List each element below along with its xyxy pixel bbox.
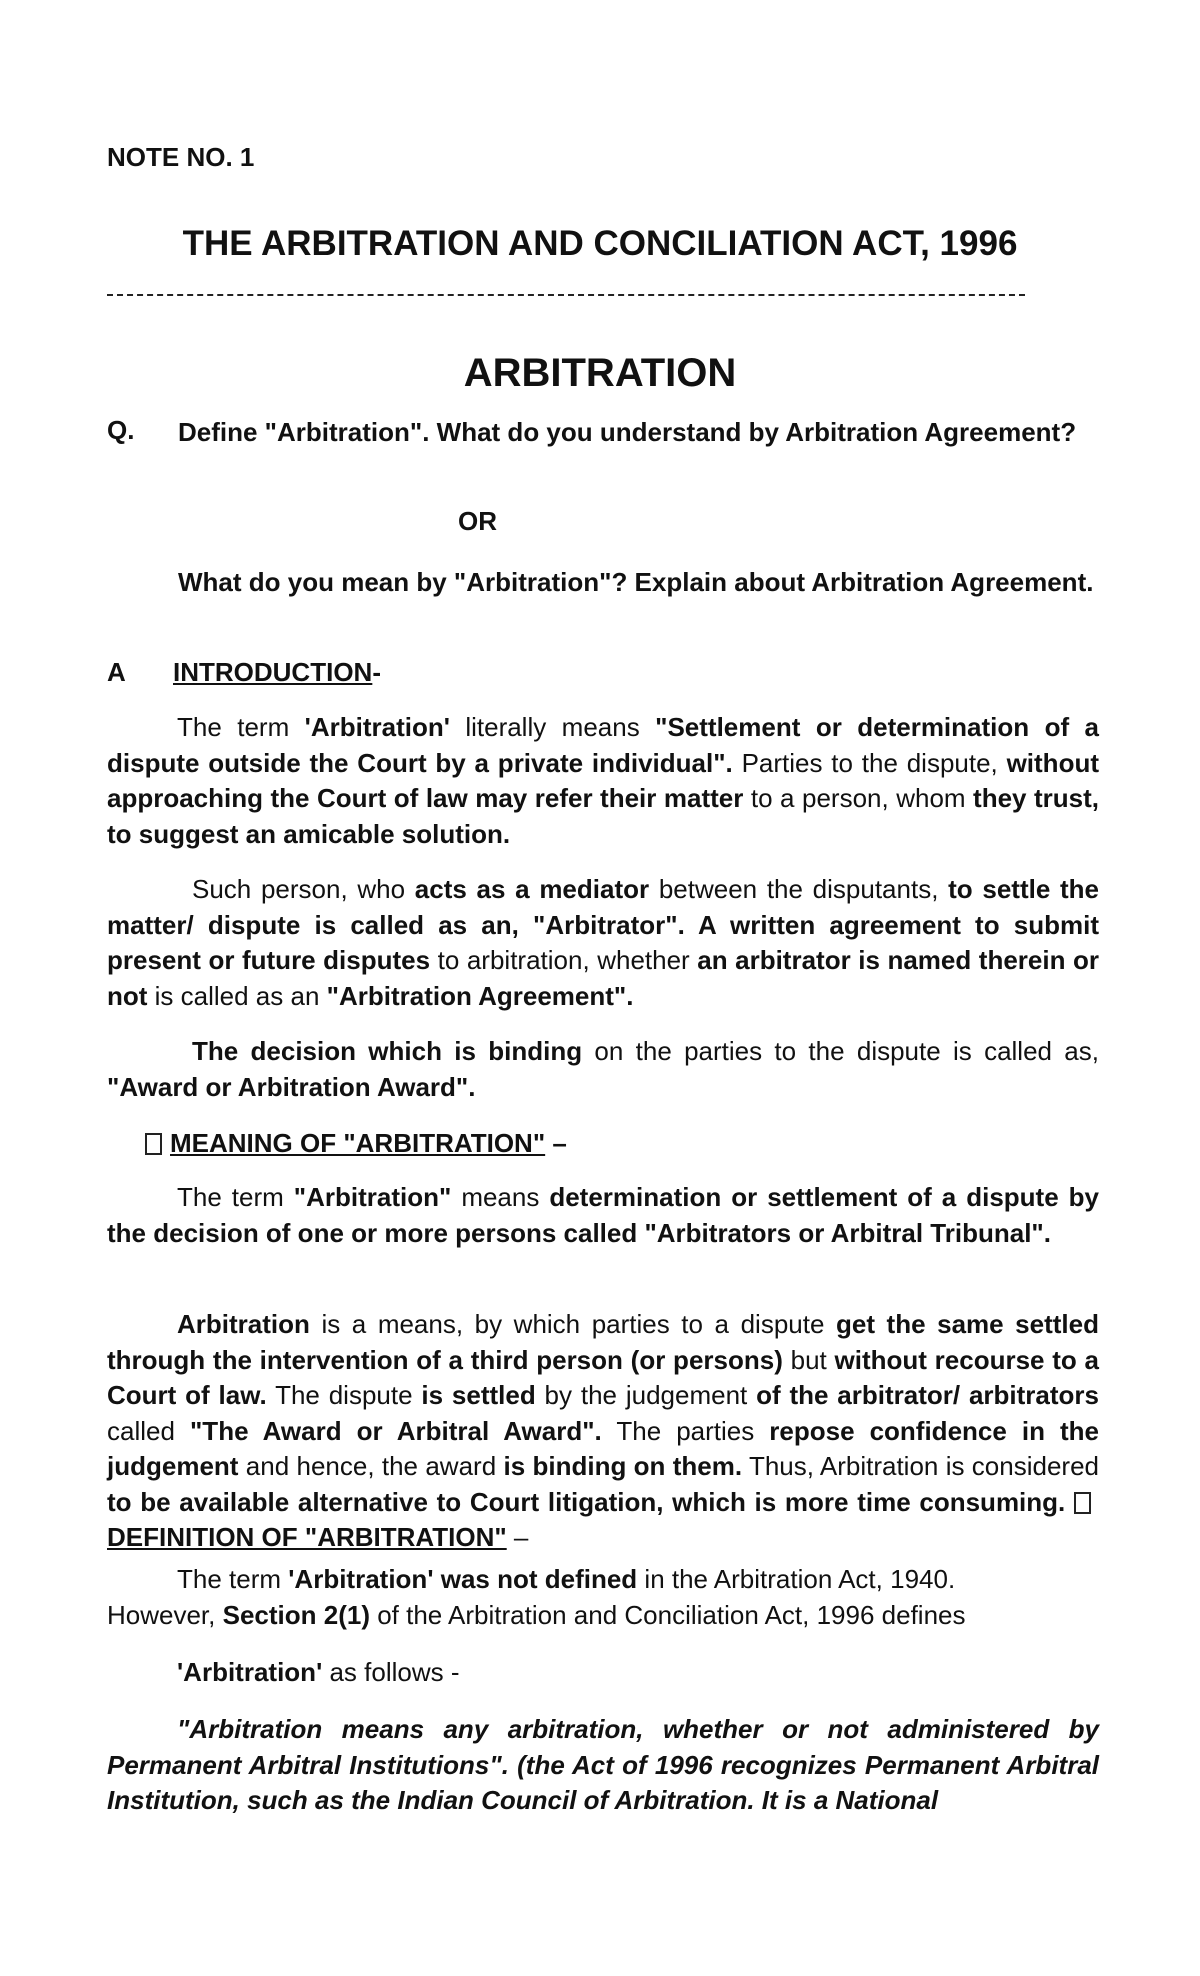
p5-text: The dispute (266, 1380, 422, 1410)
p2-text: to arbitration, whether (430, 945, 698, 975)
note-number: NOTE NO. 1 (107, 142, 255, 172)
intro-heading-suffix: - (372, 657, 381, 687)
dashed-divider (107, 294, 1025, 310)
p1-text: literally means (449, 712, 656, 742)
p3-text: on the parties to the dispute is called as, (582, 1036, 1099, 1066)
p6-text: in the Arbitration Act, 1940. (637, 1564, 956, 1594)
p1-bold: without approaching the Court of law may refer their matter (107, 747, 1099, 813)
question-text-1: Define "Arbitration". What do you understand by Arbitration Agreement? (178, 417, 1077, 447)
p7-bold: Section 2(1) (222, 1600, 370, 1630)
meaning-heading-text: MEANING OF "ARBITRATION" (170, 1128, 546, 1158)
paragraph-award (107, 1034, 1099, 1105)
p5-bold: repose confidence in the judgement (107, 1415, 1100, 1481)
paragraph-meaning (107, 1180, 1099, 1251)
question-or: OR (458, 506, 497, 536)
p3-bold: "Award or Arbitration Award". (107, 1071, 476, 1102)
meaning-heading-suffix: – (545, 1128, 567, 1158)
p5-bold: to be available alternative to Court litigation, which is more time consuming. (107, 1486, 1066, 1517)
p5-text: but (782, 1344, 835, 1375)
p5-bold: "The Award or Arbitral Award". (189, 1415, 602, 1446)
paragraph-definition-quote (107, 1712, 1099, 1819)
checkbox-glyph-icon (1074, 1492, 1091, 1514)
question-text-2: What do you mean by "Arbitration"? Explain about Arbitration Agreement. (178, 567, 1094, 597)
p2-bold: "Arbitration Agreement". (326, 980, 634, 1011)
p1-bold: they trust, to suggest an amicable solution. (107, 783, 1099, 849)
p8-bold: 'Arbitration' (177, 1657, 323, 1687)
checkbox-glyph-icon (145, 1133, 162, 1155)
p5-text: Thus, Arbitration is considered (742, 1451, 1099, 1481)
p6-text: The term (177, 1564, 289, 1594)
p4-text: means (451, 1182, 550, 1212)
p5-bold: without recourse to a Court of law. (107, 1344, 1100, 1410)
p1-text: Parties to the dispute, (732, 747, 1007, 778)
definition-heading: DEFINITION OF "ARBITRATION" (107, 1522, 507, 1552)
p4-bold: "Arbitration" (293, 1182, 452, 1212)
p8-text: as follows - (322, 1657, 460, 1687)
p2-text: between the disputants, (649, 874, 949, 904)
intro-heading-text: INTRODUCTION (173, 657, 373, 687)
definition-heading-suffix: – (506, 1522, 529, 1552)
p5-bold: get the same settled through the intervention of a third person (or persons) (107, 1309, 1099, 1375)
p4-text: The term (177, 1182, 294, 1212)
answer-label: A (107, 657, 126, 687)
p2-bold: an arbitrator is named therein or not (107, 945, 1099, 1011)
meaning-heading (145, 1128, 567, 1159)
p1-bold: 'Arbitration' (304, 712, 450, 742)
p2-bold: acts as a mediator (414, 874, 650, 904)
p7-text: However, (107, 1600, 223, 1630)
p5-text: called (107, 1415, 190, 1446)
section-title: ARBITRATION (463, 351, 737, 395)
paragraph-section (107, 1598, 1099, 1634)
p2-text: is called as an (147, 980, 327, 1011)
p3-bold: The decision which is binding (192, 1036, 583, 1066)
p5-text: The parties (601, 1415, 770, 1446)
act-title: THE ARBITRATION AND CONCILIATION ACT, 1996 (182, 224, 1018, 263)
paragraph-as-follows (107, 1655, 1099, 1691)
p9-text: "Arbitration means any arbitration, whether or not administered by Permanent Arbitral Institutions". (the Act of 1996 recognizes Permanent Arbitral Institution, such as the Indian Council of Arbitration. It is a National (107, 1714, 1099, 1815)
p1-text: to a person, whom (743, 783, 974, 813)
p5-text: is a means, by which parties to a dispute (309, 1309, 836, 1339)
p5-bold: is binding on them. (503, 1451, 743, 1481)
intro-heading (173, 657, 381, 688)
p6-bold: 'Arbitration' was not defined (288, 1564, 638, 1594)
p2-bold: to settle the matter/ dispute is called as an, "Arbitrator". A written agreement to submit present or future disputes (107, 874, 1099, 975)
p5-text: and hence, the award (238, 1451, 504, 1481)
p2-text: Such person, who (192, 874, 415, 904)
p5-text: by the judgement (535, 1380, 757, 1410)
question-label: Q. (107, 415, 135, 445)
p4-bold: determination or settlement of a dispute by the decision of one or more persons called "Arbitrators or Arbitral Tribunal". (107, 1182, 1099, 1248)
p1-bold: "Settlement or determination of a dispute outside the Court by a private individual". (107, 712, 1099, 778)
paragraph-means (107, 1307, 1099, 1556)
p5-bold: of the arbitrator/ arbitrators (756, 1380, 1099, 1410)
p1-text: The term (177, 712, 305, 742)
paragraph-arbitrator (107, 872, 1099, 1014)
p7-text: of the Arbitration and Conciliation Act, 1996 defines (369, 1600, 966, 1630)
paragraph-intro (107, 710, 1099, 852)
p5-bold: Arbitration (177, 1309, 310, 1339)
p5-bold: is settled (421, 1380, 536, 1410)
paragraph-not-defined (107, 1562, 1099, 1598)
